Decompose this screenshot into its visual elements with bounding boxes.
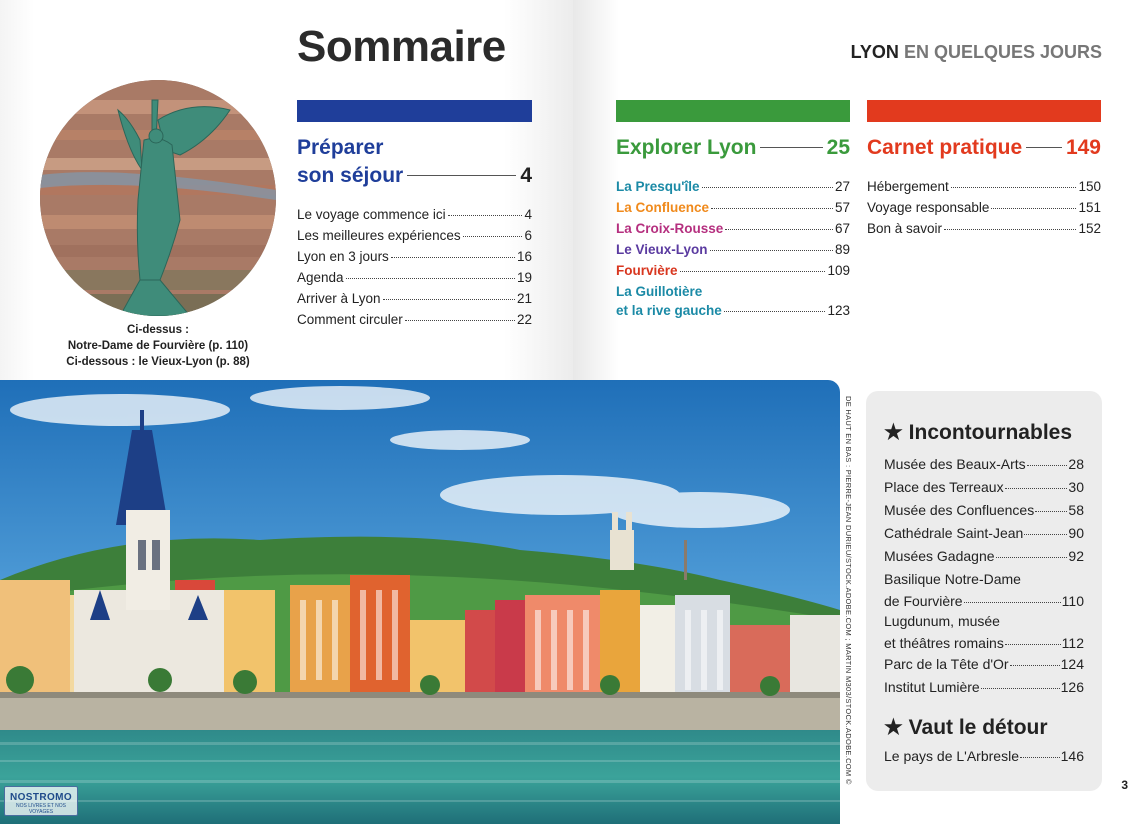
toc-item-page: 89 [834, 242, 850, 257]
highlight-page: 126 [1060, 679, 1084, 695]
toc-item-page: 152 [1078, 221, 1101, 236]
toc-item-label: Voyage responsable [867, 200, 990, 215]
highlight-label: et théâtres romains [884, 635, 1004, 651]
detour-item[interactable] [884, 745, 1084, 767]
highlight-label: Cathédrale Saint-Jean [884, 525, 1024, 541]
leader-dots [981, 688, 1060, 689]
leader-dots [680, 271, 826, 272]
leader-dots [391, 257, 515, 258]
statue-photo [40, 80, 276, 316]
toc-item[interactable] [867, 218, 1101, 239]
photo-credit [841, 396, 855, 785]
toc-item-label: Agenda [297, 270, 344, 285]
toc-item-label: La Confluence [616, 200, 710, 215]
section-page: 25 [826, 136, 850, 159]
highlight-page: 92 [1068, 548, 1084, 564]
toc-item[interactable] [616, 239, 850, 260]
toc-item-page: 151 [1078, 200, 1101, 215]
running-head-subtitle: EN QUELQUES JOURS [903, 42, 1102, 62]
leader-dots [710, 250, 833, 251]
toc-item-page: 16 [516, 249, 532, 264]
leader-dots [944, 229, 1076, 230]
toc-item-label: et la rive gauche [616, 303, 722, 318]
leader-dots [448, 215, 523, 216]
highlight-item[interactable] [884, 453, 1084, 475]
leader-dots [1027, 465, 1068, 466]
incontournables-heading: ★ Incontournables [884, 421, 1073, 444]
leader-dots [1005, 644, 1061, 645]
detour-label: Le pays de L'Arbresle [884, 748, 1019, 764]
page-title: Sommaire [297, 22, 506, 71]
highlight-label: Lugdunum, musée [884, 613, 1000, 629]
toc-item-page: 6 [524, 228, 532, 243]
running-head-city: LYON [850, 42, 899, 62]
toc-item-page: 67 [834, 221, 850, 236]
highlight-item[interactable] [884, 610, 1084, 654]
leader-dots [1035, 511, 1067, 512]
toc-item-label: Comment circuler [297, 312, 403, 327]
toc-item[interactable] [616, 260, 850, 281]
toc-item-label-line[interactable] [616, 281, 850, 302]
highlight-label: Musée des Beaux-Arts [884, 456, 1026, 472]
highlight-item[interactable] [884, 476, 1084, 498]
toc-item[interactable] [867, 176, 1101, 197]
toc-item-label: Lyon en 3 jours [297, 249, 389, 264]
toc-item[interactable] [297, 288, 532, 309]
highlight-item[interactable] [884, 653, 1084, 675]
page-number: 3 [1121, 778, 1128, 792]
toc-item[interactable] [616, 176, 850, 197]
detour-page: 146 [1060, 748, 1084, 764]
section-title-line: Préparer [297, 136, 384, 159]
leader-line [760, 147, 822, 148]
toc-item[interactable] [297, 204, 532, 225]
section-title-line: son séjour [297, 164, 404, 187]
highlight-item[interactable] [884, 568, 1084, 612]
toc-item-label: Fourvière [616, 263, 678, 278]
highlight-label: Parc de la Tête d'Or [884, 656, 1009, 672]
leader-dots [1024, 534, 1067, 535]
leader-line [407, 175, 516, 176]
leader-dots [1005, 488, 1068, 489]
section-bar-explore [616, 100, 850, 122]
highlight-label: Musées Gadagne [884, 548, 995, 564]
leader-dots [991, 208, 1076, 209]
section-bar-prep [297, 100, 532, 122]
leader-dots [463, 236, 523, 237]
highlight-item[interactable] [884, 499, 1084, 521]
section-title-text: Carnet pratique [867, 136, 1023, 159]
highlight-label: Musée des Confluences [884, 502, 1035, 518]
toc-item[interactable] [297, 225, 532, 246]
logo-name: NOSTROMO [9, 792, 73, 803]
highlight-item[interactable] [884, 545, 1084, 567]
highlight-label: Institut Lumière [884, 679, 980, 695]
toc-item[interactable] [297, 246, 532, 267]
logo-tagline: NOS LIVRES ET NOS VOYAGES [16, 803, 66, 815]
highlight-item[interactable] [884, 522, 1084, 544]
highlight-item[interactable] [884, 676, 1084, 698]
highlight-page: 90 [1068, 525, 1084, 541]
toc-item-label: Hébergement [867, 179, 949, 194]
caption-line: Ci-dessous : le Vieux-Lyon (p. 88) [66, 356, 250, 368]
leader-dots [996, 557, 1068, 558]
toc-item-page: 57 [834, 200, 850, 215]
toc-item-page: 19 [516, 270, 532, 285]
toc-item[interactable] [297, 309, 532, 330]
section-page: 4 [520, 164, 532, 187]
section-title-explore[interactable] [616, 134, 850, 162]
detour-heading: ★ Vaut le détour [884, 716, 1048, 739]
leader-dots [346, 278, 515, 279]
toc-item[interactable] [616, 300, 850, 321]
leader-dots [964, 602, 1061, 603]
toc-item[interactable] [616, 218, 850, 239]
toc-item-label: La Presqu'île [616, 179, 700, 194]
highlight-page: 30 [1068, 479, 1084, 495]
toc-item-page: 27 [834, 179, 850, 194]
highlight-page: 28 [1068, 456, 1084, 472]
photo-credit-text: DE HAUT EN BAS : PIERRE-JEAN DURIEU/STOCK.ADOBE.COM ; MARTIN M303/STOCK.ADOBE.COM © [844, 396, 853, 785]
vieux-lyon-photo [0, 380, 840, 824]
watermark-logo [4, 786, 78, 816]
photo-caption [40, 322, 276, 370]
toc-item-label: Le Vieux-Lyon [616, 242, 708, 257]
highlight-label: Place des Terreaux [884, 479, 1004, 495]
section-page: 149 [1065, 136, 1101, 159]
caption-line: Notre-Dame de Fourvière (p. 110) [67, 340, 249, 352]
leader-dots [1010, 665, 1060, 666]
toc-item-page: 22 [516, 312, 532, 327]
toc-item-page: 109 [827, 263, 850, 278]
highlight-page: 110 [1061, 593, 1084, 609]
running-head [851, 42, 1102, 63]
toc-item-label: Le voyage commence ici [297, 207, 446, 222]
leader-dots [702, 187, 833, 188]
section-title-text: Explorer Lyon [616, 136, 757, 159]
leader-dots [951, 187, 1077, 188]
highlight-page: 112 [1061, 635, 1084, 651]
toc-item-page: 123 [827, 303, 850, 318]
toc-item-label: La Guillotière [616, 284, 703, 299]
toc-item-label: Les meilleures expériences [297, 228, 461, 243]
leader-dots [711, 208, 833, 209]
section-bar-carnet [867, 100, 1101, 122]
highlight-page: 58 [1068, 502, 1084, 518]
highlight-page: 124 [1060, 656, 1084, 672]
toc-item[interactable] [297, 267, 532, 288]
section-title-prep[interactable] [297, 134, 383, 162]
toc-item-page: 4 [524, 207, 532, 222]
caption-line: Ci-dessus : [127, 324, 189, 336]
leader-dots [383, 299, 515, 300]
toc-item-page: 21 [516, 291, 532, 306]
leader-dots [1020, 757, 1060, 758]
section-title-prep-line2[interactable] [297, 162, 532, 190]
toc-item-page: 150 [1078, 179, 1101, 194]
toc-item-label: La Croix-Rousse [616, 221, 724, 236]
leader-dots [405, 320, 515, 321]
highlight-label: Basilique Notre-Dame [884, 571, 1021, 587]
toc-item[interactable] [616, 197, 850, 218]
toc-item[interactable] [867, 197, 1101, 218]
leader-dots [724, 311, 826, 312]
leader-dots [725, 229, 833, 230]
leader-line [1026, 147, 1062, 148]
toc-item-label: Bon à savoir [867, 221, 943, 236]
toc-item-label: Arriver à Lyon [297, 291, 381, 306]
section-title-carnet[interactable] [867, 134, 1101, 162]
highlight-label: de Fourvière [884, 593, 963, 609]
